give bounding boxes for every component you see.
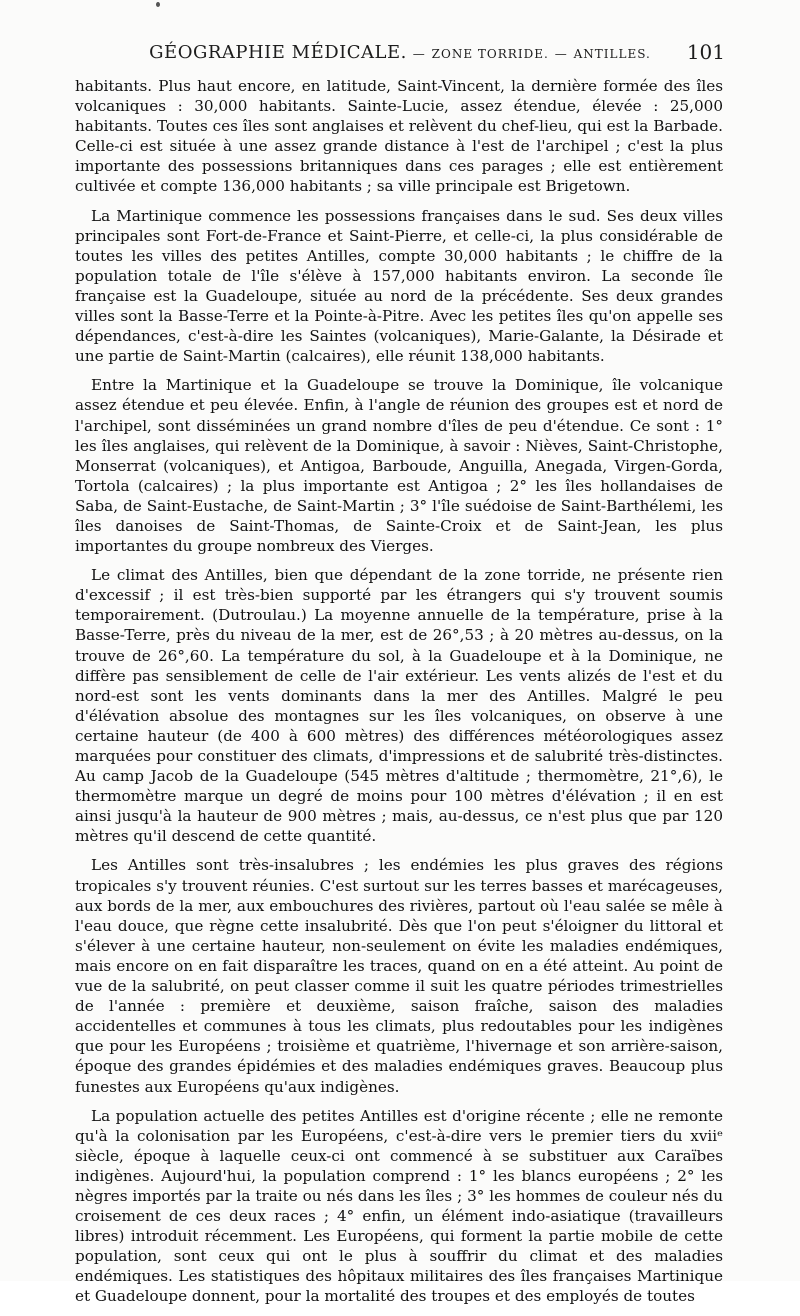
paragraph: Le climat des Antilles, bien que dépendant de la zone torride, ne présente rien d'excessif ; il est très-bien supporté par les étrangers qui s'y trouvent soumis temporairement. (Dutroulau.) La moyenne annuelle de la température, prise à la Basse-Terre, près du niveau de la mer, est de 26°,53 ; à 20 mètres au-dessus, on la trouve de 26°,60. La température du sol, à la Guadeloupe et à la Dominique, ne diffère pas sensiblement de celle de l'air extérieur. Les vents alizés de l'est et du nord-est sont les vents dominants dans la mer des Antilles. Malgré le peu d'élévation absolue des montagnes sur les îles volcaniques, on observe à une certaine hauteur (de 400 à 600 mètres) des différences météorologiques assez marquées pour constituer des climats, d'impressions et de salubrité très-distinctes. Au camp Jacob de la Guadeloupe (545 mètres d'altitude ; thermomètre, 21°,6), le thermomètre marque un degré de moins pour 100 mètres d'élévation ; il en est ainsi jusqu'à la hauteur de 900 mètres ; mais, au-dessus, ce n'est plus que par 120 mètres qu'il descend de cette quantité. (75, 566, 723, 846)
print-speck (156, 2, 160, 7)
body-text (75, 76, 723, 1316)
header-title-main: GÉOGRAPHIE MÉDICALE. (149, 42, 407, 63)
paragraph: La population actuelle des petites Antilles est d'origine récente ; elle ne remonte qu'à la colonisation par les Européens, c'est-à-dire vers le premier tiers du xviiᵉ siècle, époque à laquelle ceux-ci ont commencé à se substituer aux Caraïbes indigènes. Aujourd'hui, la population comprend : 1° les blancs européens ; 2° les nègres importés par la traite ou nés dans les îles ; 3° les hommes de couleur nés du croisement de ces deux races ; 4° enfin, un élément indo-asiatique (travailleurs libres) introduit récemment. Les Européens, qui forment la partie mobile de cette population, sont ceux qui ont le plus à souffrir du climat et des maladies endémiques. Les statistiques des hôpitaux militaires des îles françaises Martinique et Guadeloupe donnent, pour la mortalité des troupes et des employés de toutes (75, 1106, 723, 1306)
header-separator: — (412, 47, 426, 61)
header-separator: — (554, 47, 568, 61)
paragraph: La Martinique commence les possessions françaises dans le sud. Ses deux villes principales sont Fort-de-France et Saint-Pierre, et celle-ci, la plus considérable de toutes les villes des petites Antilles, compte 30,000 habitants ; le chiffre de la population totale de l'île s'élève à 157,000 habitants environ. La seconde île française est la Guadeloupe, située au nord de la précédente. Ses deux grandes villes sont la Basse-Terre et la Pointe-à-Pitre. Avec les petites îles qu'on appelle ses dépendances, c'est-à-dire les Saintes (volcaniques), Marie-Galante, la Désirade et une partie de Saint-Martin (calcaires), elle réunit 138,000 habitants. (75, 206, 723, 366)
running-header (75, 42, 725, 68)
paragraph: Entre la Martinique et la Guadeloupe se trouve la Dominique, île volcanique assez étendue et peu élevée. Enfin, à l'angle de réunion des groupes est et nord de l'archipel, sont disséminées un grand nombre d'îles de peu d'étendue. Ce sont : 1° les îles anglaises, qui relèvent de la Dominique, à savoir : Nièves, Saint-Christophe, Monserrat (volcaniques), et Antigoa, Barboude, Anguilla, Anegada, Virgen-Gorda, Tortola (calcaires) ; la plus importante est Antigoa ; 2° les îles hollandaises de Saba, de Saint-Eustache, de Saint-Martin ; 3° l'île suédoise de Saint-Barthélemi, les îles danoises de Saint-Thomas, de Sainte-Croix et de Saint-Jean, les plus importantes du groupe nombreux des Vierges. (75, 376, 723, 556)
header-title-region: ANTILLES. (573, 47, 651, 61)
header-title-zone: ZONE TORRIDE. (431, 47, 549, 61)
paragraph: habitants. Plus haut encore, en latitude, Saint-Vincent, la dernière formée des îles volcaniques : 30,000 habitants. Sainte-Lucie, assez étendue, élevée : 25,000 habitants. Toutes ces îles sont anglaises et relèvent du chef-lieu, qui est la Barbade. Celle-ci est située à une assez grande distance à l'est de l'archipel ; c'est la plus importante des possessions britanniques dans ces parages ; elle est entièrement cultivée et compte 136,000 habitants ; sa ville principale est Brigetown. (75, 77, 723, 196)
paragraph: Les Antilles sont très-insalubres ; les endémies les plus graves des régions tropicales s'y trouvent réunies. C'est surtout sur les terres basses et marécageuses, aux bords de la mer, aux embouchures des rivières, partout où l'eau salée se mêle à l'eau douce, que règne cette insalubrité. Dès que l'on peut s'éloigner du littoral et s'élever à une certaine hauteur, non-seulement on évite les maladies endémiques, mais encore on en fait disparaître les traces, quand on en a été atteint. Au point de vue de la salubrité, on peut classer comme il suit les quatre périodes trimestrielles de l'année : première et deuxième, saison fraîche, saison des maladies accidentelles et communes à tous les climats, plus redoutables pour les indigènes que pour les Européens ; troisième et quatrième, l'hivernage et son arrière-saison, époque des grandes épidémies et des maladies endémiques graves. Beaucoup plus funestes aux Européens qu'aux indigènes. (75, 856, 723, 1096)
page-number: 101 (686, 40, 725, 64)
running-title (75, 42, 725, 63)
